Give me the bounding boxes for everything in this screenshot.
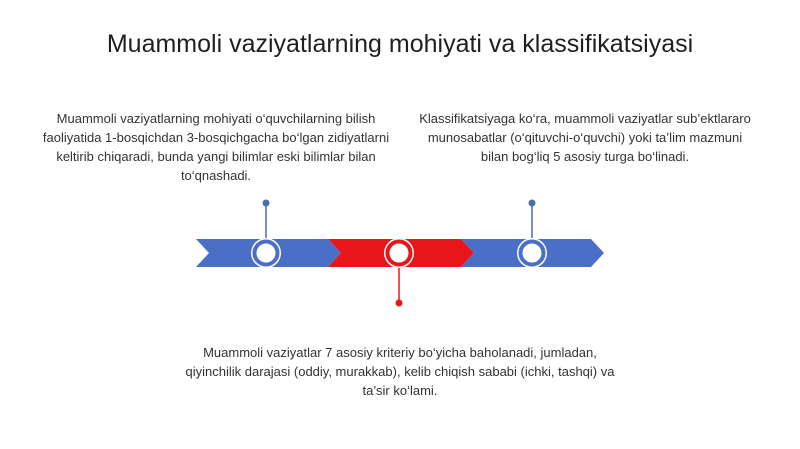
text-block-classification: Klassifikatsiyaga ko‘ra, muammoli vaziyatlar sub’ektlararo munosabatlar (o‘qituvchi-o‘quvchi) yoki ta’lim mazmuni bilan bog‘liq 5 asosiy turga bo‘linadi. xyxy=(419,111,751,164)
timeline-marker-2 xyxy=(384,238,414,268)
text-block-criteria: Muammoli vaziyatlar 7 asosiy kriteriy bo‘yicha baholanadi, jumladan, qiyinchilik darajasi (oddiy, murakkab), kelib chiqish sababi (ichki, tashqi) va ta’sir ko‘lami. xyxy=(185,345,615,398)
timeline-marker-3 xyxy=(517,238,547,268)
connector-dot-1 xyxy=(263,200,270,207)
connector-dot-2 xyxy=(396,300,403,307)
timeline-marker-1 xyxy=(251,238,281,268)
page-title: Muammoli vaziyatlarning mohiyati va klassifikatsiyasi xyxy=(106,30,694,58)
connector-dot-3 xyxy=(529,200,536,207)
text-block-essence: Muammoli vaziyatlarning mohiyati o‘quvchilarning bilish faoliyatida 1-bosqichdan 3-bosqichgacha bo‘lgan zidiyatlarni keltirib chiqaradi, bunda yangi bilimlar eski bilimlar bilan to‘qnashadi. xyxy=(42,111,390,183)
